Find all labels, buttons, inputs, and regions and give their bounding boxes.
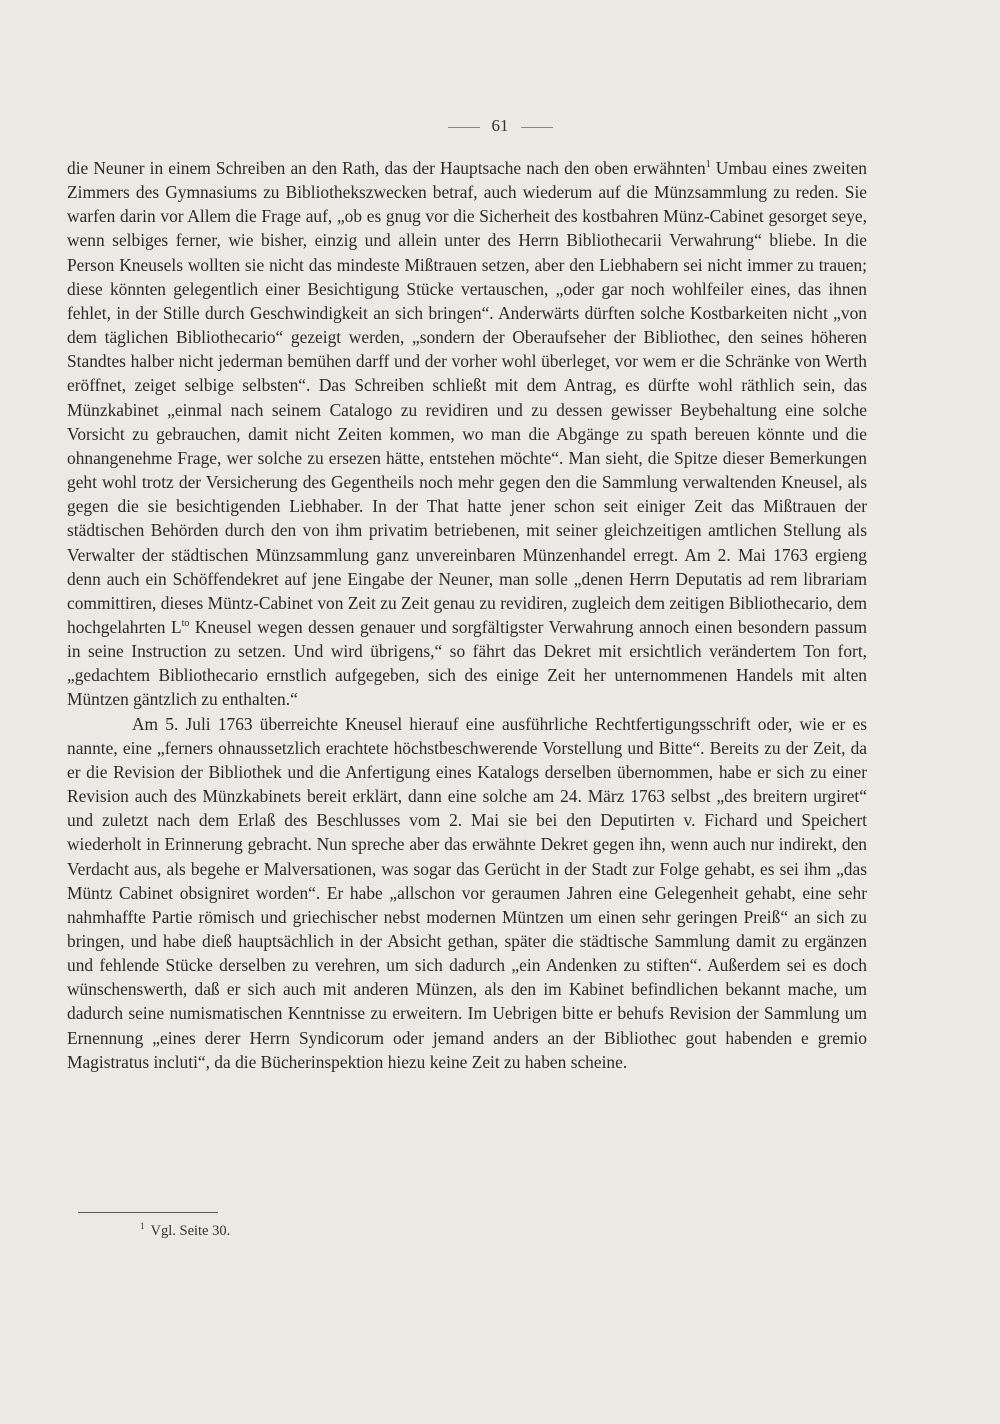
paragraph-2: Am 5. Juli 1763 überreichte Kneusel hierauf eine ausführliche Rechtfertigungsschrift oder, wie er es nannte, eine „ferners ohnaussetzlich erachtete höchstbeschwerende Vorstellung und Bitte“. Bereits zu der Zeit, da er die Revision der Bibliothek und die Anfertigung eines Katalogs derselben übernommen, habe er sich zu einer Revision auch des Münzkabinets bereit erklärt, dann eine solche am 24. März 1763 selbst „des breitern urgiret“ und zuletzt nach dem Erlaß des Beschlusses vom 2. Mai sie bei den Deputirten v. Fichard und Speichert wiederholt in Erinnerung gebracht. Nun spreche aber das erwähnte Dekret gegen ihn, wenn auch nur indirekt, den Verdacht aus, als begehe er Malversationen, was sogar das Gerücht in der Stadt zur Folge gehabt, es sei ihm „das Müntz Cabinet obsigniret worden“. Er habe „allschon vor geraumen Jahren eine Gelegenheit gehabt, eine sehr nahmhaffte Partie römisch und griechischer nebst modernen Müntzen um einen sehr geringen Preiß“ an sich zu bringen, und habe dieß hauptsächlich in der Absicht gethan, später die städtische Sammlung damit zu ergänzen und fehlende Stücke derselben zu verehren, um sich dadurch „ein Andenken zu stiften“. Außerdem sei es doch wünschenswerth, daß er sich auch mit anderen Münzen, als den im Kabinet befindlichen bekannt mache, um dadurch seine numismatischen Kenntnisse zu erweitern. Im Uebrigen bitte er behufs Revision der Sammlung um Ernennung „eines derer Herrn Syndicorum oder jemand anders an der Bibliothec gout habenden e gremio Magistratus incluti“, da die Bücherinspektion hiezu keine Zeit zu haben scheine. — [67, 713, 867, 1072]
footnote-marker: 1 — [140, 1221, 145, 1232]
superscript-abbreviation: to — [181, 618, 190, 630]
page-header — [0, 116, 1000, 136]
body-text — [67, 156, 867, 1074]
page-number: 61 — [491, 116, 509, 135]
footnote-text: Vgl. Seite 30. — [150, 1223, 231, 1239]
paragraph-1-text-a: die Neuner in einem Schreiben an den Rath, das der Hauptsache nach den oben erwähnten — [67, 158, 706, 178]
paragraph-1-text-b: Umbau eines zweiten Zimmers des Gymnasiums zu Bibliothekszwecken betraf, auch wiederum auf die Münzsammlung zu reden. Sie warfen darin vor Allem die Frage auf, „ob es gnug vor die Sicherheit des kostbahren Münz-Cabinet gesorget seye, wenn selbiges ferner, wie bisher, einzig und allein unter des Herrn Bibliothecarii Verwahrung“ bliebe. In die Person Kneusels wollten sie nicht das mindeste Mißtrauen setzen, aber den Liebhabern sei nicht immer zu trauen; diese könnten gelegentlich einer Besichtigung Stücke vertauschen, „oder gar noch wohlfeiler eines, das ihnen fehlet, in der Stille durch Geschwindigkeit an sich bringen“. Anderwärts dürften solche Kostbarkeiten nicht „von dem täglichen Bibliothecario“ gezeigt werden, „sondern der Oberaufseher der Bibliothec, den seines höheren Standtes halber nicht jederman bemühen darff und der vorher wohl überleget, vor wem er die Schränke von Werth eröffnet, zeiget selbige selbsten“. Das Schreiben schließt mit dem Antrag, es dürfte wohl räthlich sein, das Münzkabinet „einmal nach seinem Catalogo zu revidiren und zu dessen gewisser Beybehaltung eine solche Vorsicht zu gebrauchen, damit nicht Zeiten kommen, wo man die Abgänge zu spath bereuen könnte und die ohnangenehme Frage, wer solche zu ersezen hätte, entstehen möchte“. Man sieht, die Spitze dieser Bemerkungen geht wohl trotz der Versicherung des Gegentheils noch mehr gegen den die Sammlung verwaltenden Kneusel, als gegen die sie besichtigenden Liebhaber. In der That hatte jener schon seit einiger Zeit das Mißtrauen der städtischen Behörden durch den von ihm privatim betriebenen, mit seiner gleichzeitigen amtlichen Stellung als Verwalter der städtischen Münzsammlung ganz unvereinbaren Münzenhandel erregt. Am 2. Mai 1763 ergieng denn auch ein Schöffendekret auf jene Eingabe der Neuner, man solle „denen Herrn Deputatis ad rem librariam committiren, dieses Müntz-Cabinet von Zeit zu Zeit genau zu revidiren, zugleich dem zeitigen Bibliothecario, dem hochgelahrten L — [67, 158, 867, 637]
paragraph-1-text-c: Kneusel wegen dessen genauer und sorgfältigster Verwahrung annoch einen besondern passum in seine Instruction zu setzen. Und wird übrigens,“ so fährt das Dekret mit ersichtlich verändertem Ton fort, „gedachtem Bibliothecario ernstlich aufgegeben, sich des einige Zeit her unternommenen Handels mit alten Müntzen gäntzlich zu enthalten.“ — [67, 616, 867, 710]
footnote-reference: 1 — [705, 159, 711, 171]
header-dash-left — [448, 127, 480, 128]
footnote-divider — [78, 1212, 218, 1213]
footnote — [140, 1223, 230, 1240]
header-dash-right — [521, 127, 553, 128]
paragraph-1 — [67, 156, 867, 712]
